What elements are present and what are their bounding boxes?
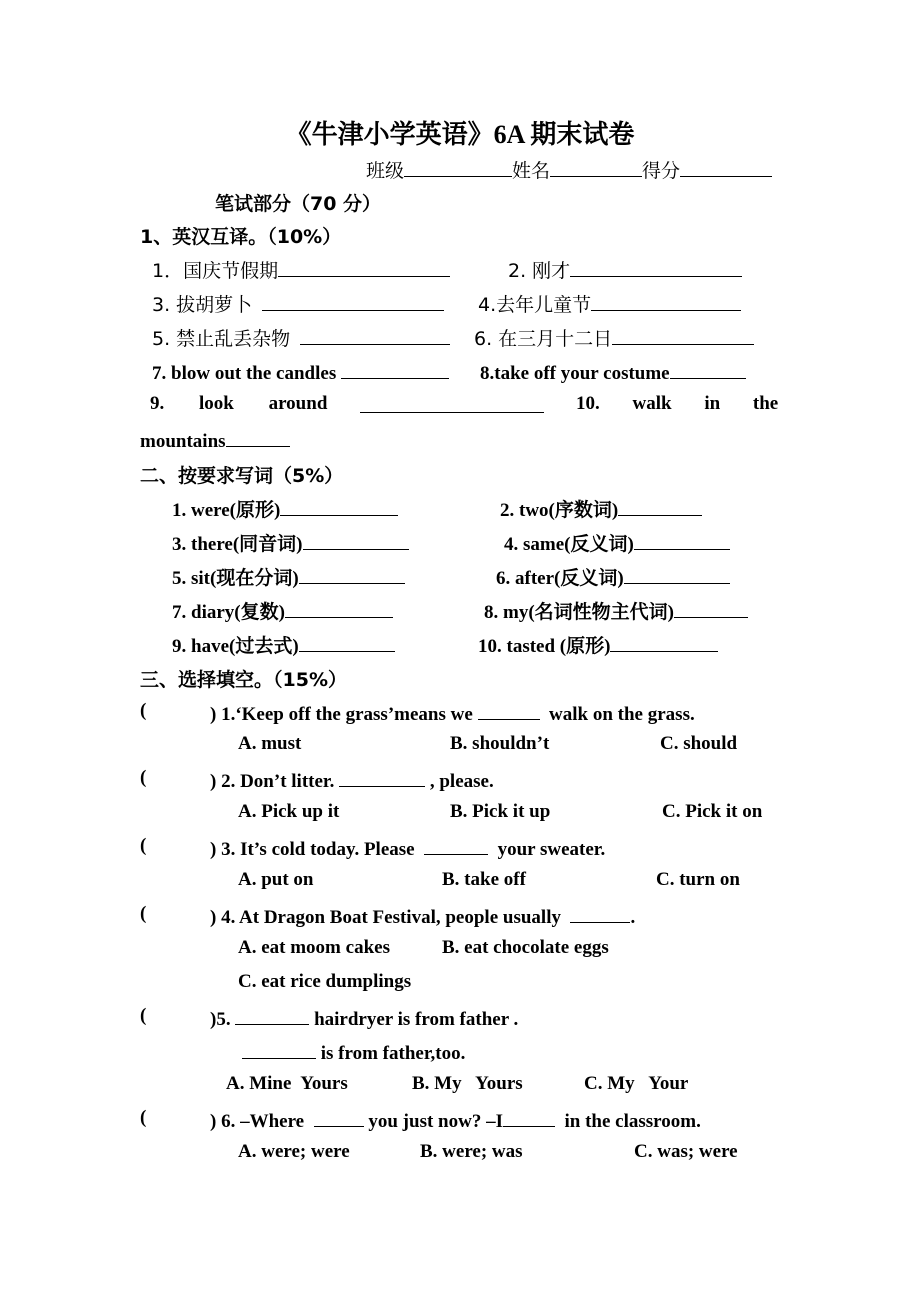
answer-blank[interactable]	[670, 359, 746, 379]
answer-blank[interactable]	[262, 291, 444, 311]
section3-heading: 三、选择填空。（15%）	[140, 669, 347, 691]
answer-blank[interactable]	[610, 632, 718, 652]
answer-blank[interactable]	[285, 598, 393, 618]
answer-blank[interactable]	[478, 700, 540, 720]
answer-blank[interactable]	[360, 393, 544, 413]
answer-blank[interactable]	[299, 564, 405, 584]
q2-option-b[interactable]: B. Pick it up	[450, 801, 551, 822]
answer-blank[interactable]	[424, 835, 488, 855]
answer-blank[interactable]	[242, 1039, 316, 1059]
q2-option-a[interactable]: A. Pick up it	[238, 801, 340, 822]
name-blank[interactable]	[550, 157, 642, 177]
q5-option-a[interactable]: A. Mine Yours	[226, 1073, 348, 1094]
answer-blank[interactable]	[341, 359, 449, 379]
answer-blank[interactable]	[300, 325, 450, 345]
answer-blank[interactable]	[226, 427, 290, 447]
s1-item-4: 4.去年儿童节	[478, 290, 741, 317]
answer-blank[interactable]	[570, 903, 630, 923]
q5-option-b[interactable]: B. My Yours	[412, 1073, 523, 1094]
score-label: 得分	[642, 160, 681, 182]
q6-option-b[interactable]: B. were; was	[420, 1141, 523, 1162]
q1-option-a[interactable]: A. must	[238, 733, 302, 754]
s2-item-10: 10. tasted (原形)	[478, 631, 718, 658]
student-info-row	[366, 156, 772, 183]
answer-blank[interactable]	[618, 496, 702, 516]
s1-item-9-blank	[360, 393, 544, 419]
class-blank[interactable]	[404, 157, 512, 177]
score-blank[interactable]	[680, 157, 772, 177]
q3-stem: ) 3. It’s cold today. Please your sweater.	[210, 835, 605, 861]
s1-item-5: 5. 禁止乱丢杂物	[152, 324, 450, 351]
s1-item-3: 3. 拔胡萝卜	[152, 290, 444, 317]
q4-option-b[interactable]: B. eat chocolate eggs	[442, 937, 609, 958]
s2-item-9: 9. have(过去式)	[172, 631, 395, 658]
q1-option-b[interactable]: B. shouldn’t	[450, 733, 550, 754]
q5-option-c[interactable]: C. My Your	[584, 1073, 689, 1094]
answer-blank[interactable]	[612, 325, 754, 345]
q4-option-c[interactable]: C. eat rice dumplings	[238, 971, 412, 992]
answer-blank[interactable]	[299, 632, 395, 652]
q6-paren: (	[140, 1107, 147, 1128]
answer-blank[interactable]	[591, 291, 741, 311]
written-part-heading: 笔试部分（70 分）	[215, 193, 382, 215]
answer-blank[interactable]	[624, 564, 730, 584]
q4-stem: ) 4. At Dragon Boat Festival, people usually .	[210, 903, 635, 929]
answer-blank[interactable]	[634, 530, 730, 550]
answer-blank[interactable]	[339, 767, 425, 787]
q2-option-c[interactable]: C. Pick it on	[662, 801, 763, 822]
answer-blank[interactable]	[314, 1107, 364, 1127]
q1-stem: ) 1.‘Keep off the grass’means we walk on the grass.	[210, 700, 695, 726]
s2-item-7: 7. diary(复数)	[172, 597, 393, 624]
answer-blank[interactable]	[278, 257, 450, 277]
section1-heading: 1、英汉互译。（10%）	[140, 226, 342, 248]
class-label: 班级	[366, 160, 405, 182]
answer-blank[interactable]	[674, 598, 748, 618]
s2-item-6: 6. after(反义词)	[496, 563, 730, 590]
q4-option-a[interactable]: A. eat moom cakes	[238, 937, 390, 958]
q1-option-c[interactable]: C. should	[660, 733, 738, 754]
answer-blank[interactable]	[570, 257, 742, 277]
answer-blank[interactable]	[235, 1005, 309, 1025]
q2-stem: ) 2. Don’t litter. , please.	[210, 767, 494, 793]
answer-blank[interactable]	[280, 496, 398, 516]
s1-item-9: 9. look around	[150, 393, 328, 414]
s1-item-10-cont: mountains	[140, 427, 290, 453]
s1-item-8: 8.take off your costume	[480, 359, 746, 385]
q3-option-b[interactable]: B. take off	[442, 869, 526, 890]
section2-heading: 二、按要求写词（5%）	[140, 465, 344, 487]
q6-stem: ) 6. –Where you just now? –I in the classroom.	[210, 1107, 701, 1133]
s1-item-7: 7. blow out the candles	[152, 359, 449, 385]
name-label: 姓名	[512, 160, 551, 182]
answer-blank[interactable]	[503, 1107, 555, 1127]
q4-paren: (	[140, 903, 147, 924]
s2-item-5: 5. sit(现在分词)	[172, 563, 405, 590]
s1-item-1: 1．国庆节假期	[152, 256, 450, 283]
s2-item-1: 1. were(原形)	[172, 495, 398, 522]
s2-item-4: 4. same(反义词)	[504, 529, 730, 556]
s2-item-3: 3. there(同音词)	[172, 529, 409, 556]
q1-paren: (	[140, 700, 147, 721]
q3-option-a[interactable]: A. put on	[238, 869, 314, 890]
q5-stem: )5. hairdryer is from father .	[210, 1005, 518, 1031]
s1-item-2: 2. 刚才	[508, 256, 742, 283]
q5-stem-line2: is from father,too.	[242, 1039, 465, 1065]
s2-item-2: 2. two(序数词)	[500, 495, 702, 522]
s1-item-6: 6. 在三月十二日	[474, 324, 754, 351]
q6-option-c[interactable]: C. was; were	[634, 1141, 738, 1162]
q6-option-a[interactable]: A. were; were	[238, 1141, 350, 1162]
q2-paren: (	[140, 767, 147, 788]
page-title: 《牛津小学英语》6A 期末试卷	[285, 120, 635, 149]
q5-paren: (	[140, 1005, 147, 1026]
answer-blank[interactable]	[303, 530, 409, 550]
q3-option-c[interactable]: C. turn on	[656, 869, 740, 890]
s1-item-10: 10. walk in the	[576, 393, 779, 414]
s2-item-8: 8. my(名词性物主代词)	[484, 597, 748, 624]
q3-paren: (	[140, 835, 147, 856]
